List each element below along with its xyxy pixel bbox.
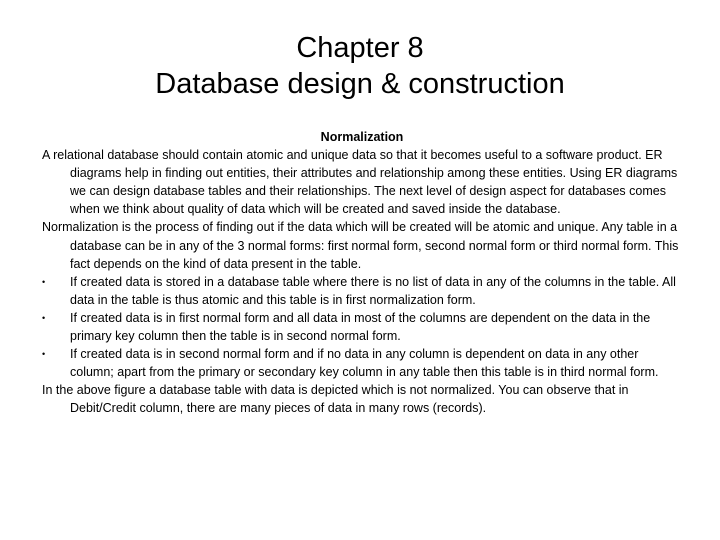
bullet-icon: • <box>42 312 46 323</box>
bullet-icon: • <box>42 276 46 287</box>
bullet-item-first-normal-form <box>42 273 682 309</box>
slide-body <box>42 128 682 418</box>
bullet-text: If created data is in second normal form and if no data in any column is dependent on data in any other column; apart from the primary or secondary key column in any table then this table is in third normal form. <box>70 347 659 380</box>
bullet-item-third-normal-form <box>42 345 682 381</box>
slide-title <box>0 30 720 102</box>
section-heading: Normalization <box>320 130 404 144</box>
paragraph-normalization: Normalization is the process of finding out if the data which will be created will be atomic and unique. Any table in a database can be in any of the 3 normal forms: first normal form, second normal form or third normal form. This fact depends on the kind of data present in the table. <box>42 220 679 271</box>
bullet-text: If created data is in first normal form and all data in most of the columns are dependent on the data in the primary key column then the table is in second normal form. <box>70 310 651 344</box>
title-line-1: Chapter 8 <box>296 32 424 64</box>
paragraph-intro: A relational database should contain atomic and unique data so that it becomes useful to a software product. ER diagrams help in finding out entities, their attributes and relationship among these entities. Using ER diagrams we can design database tables and their relationships. The next level of design aspect for databases comes when we think about quality of data which will be created and saved inside the database. <box>42 148 678 217</box>
paragraph-figure-note: In the above figure a database table with data is depicted which is not normalized. You can observe that in Debit/Credit column, there are many pieces of data in many rows (records). <box>42 383 629 416</box>
bullet-icon: • <box>42 349 46 360</box>
title-line-2: Database design & construction <box>155 68 565 100</box>
bullet-text: If created data is stored in a database table where there is no list of data in any of the columns in the table. All data in the table is thus atomic and this table is in first normalization form. <box>70 274 676 307</box>
bullet-item-second-normal-form <box>42 309 682 345</box>
